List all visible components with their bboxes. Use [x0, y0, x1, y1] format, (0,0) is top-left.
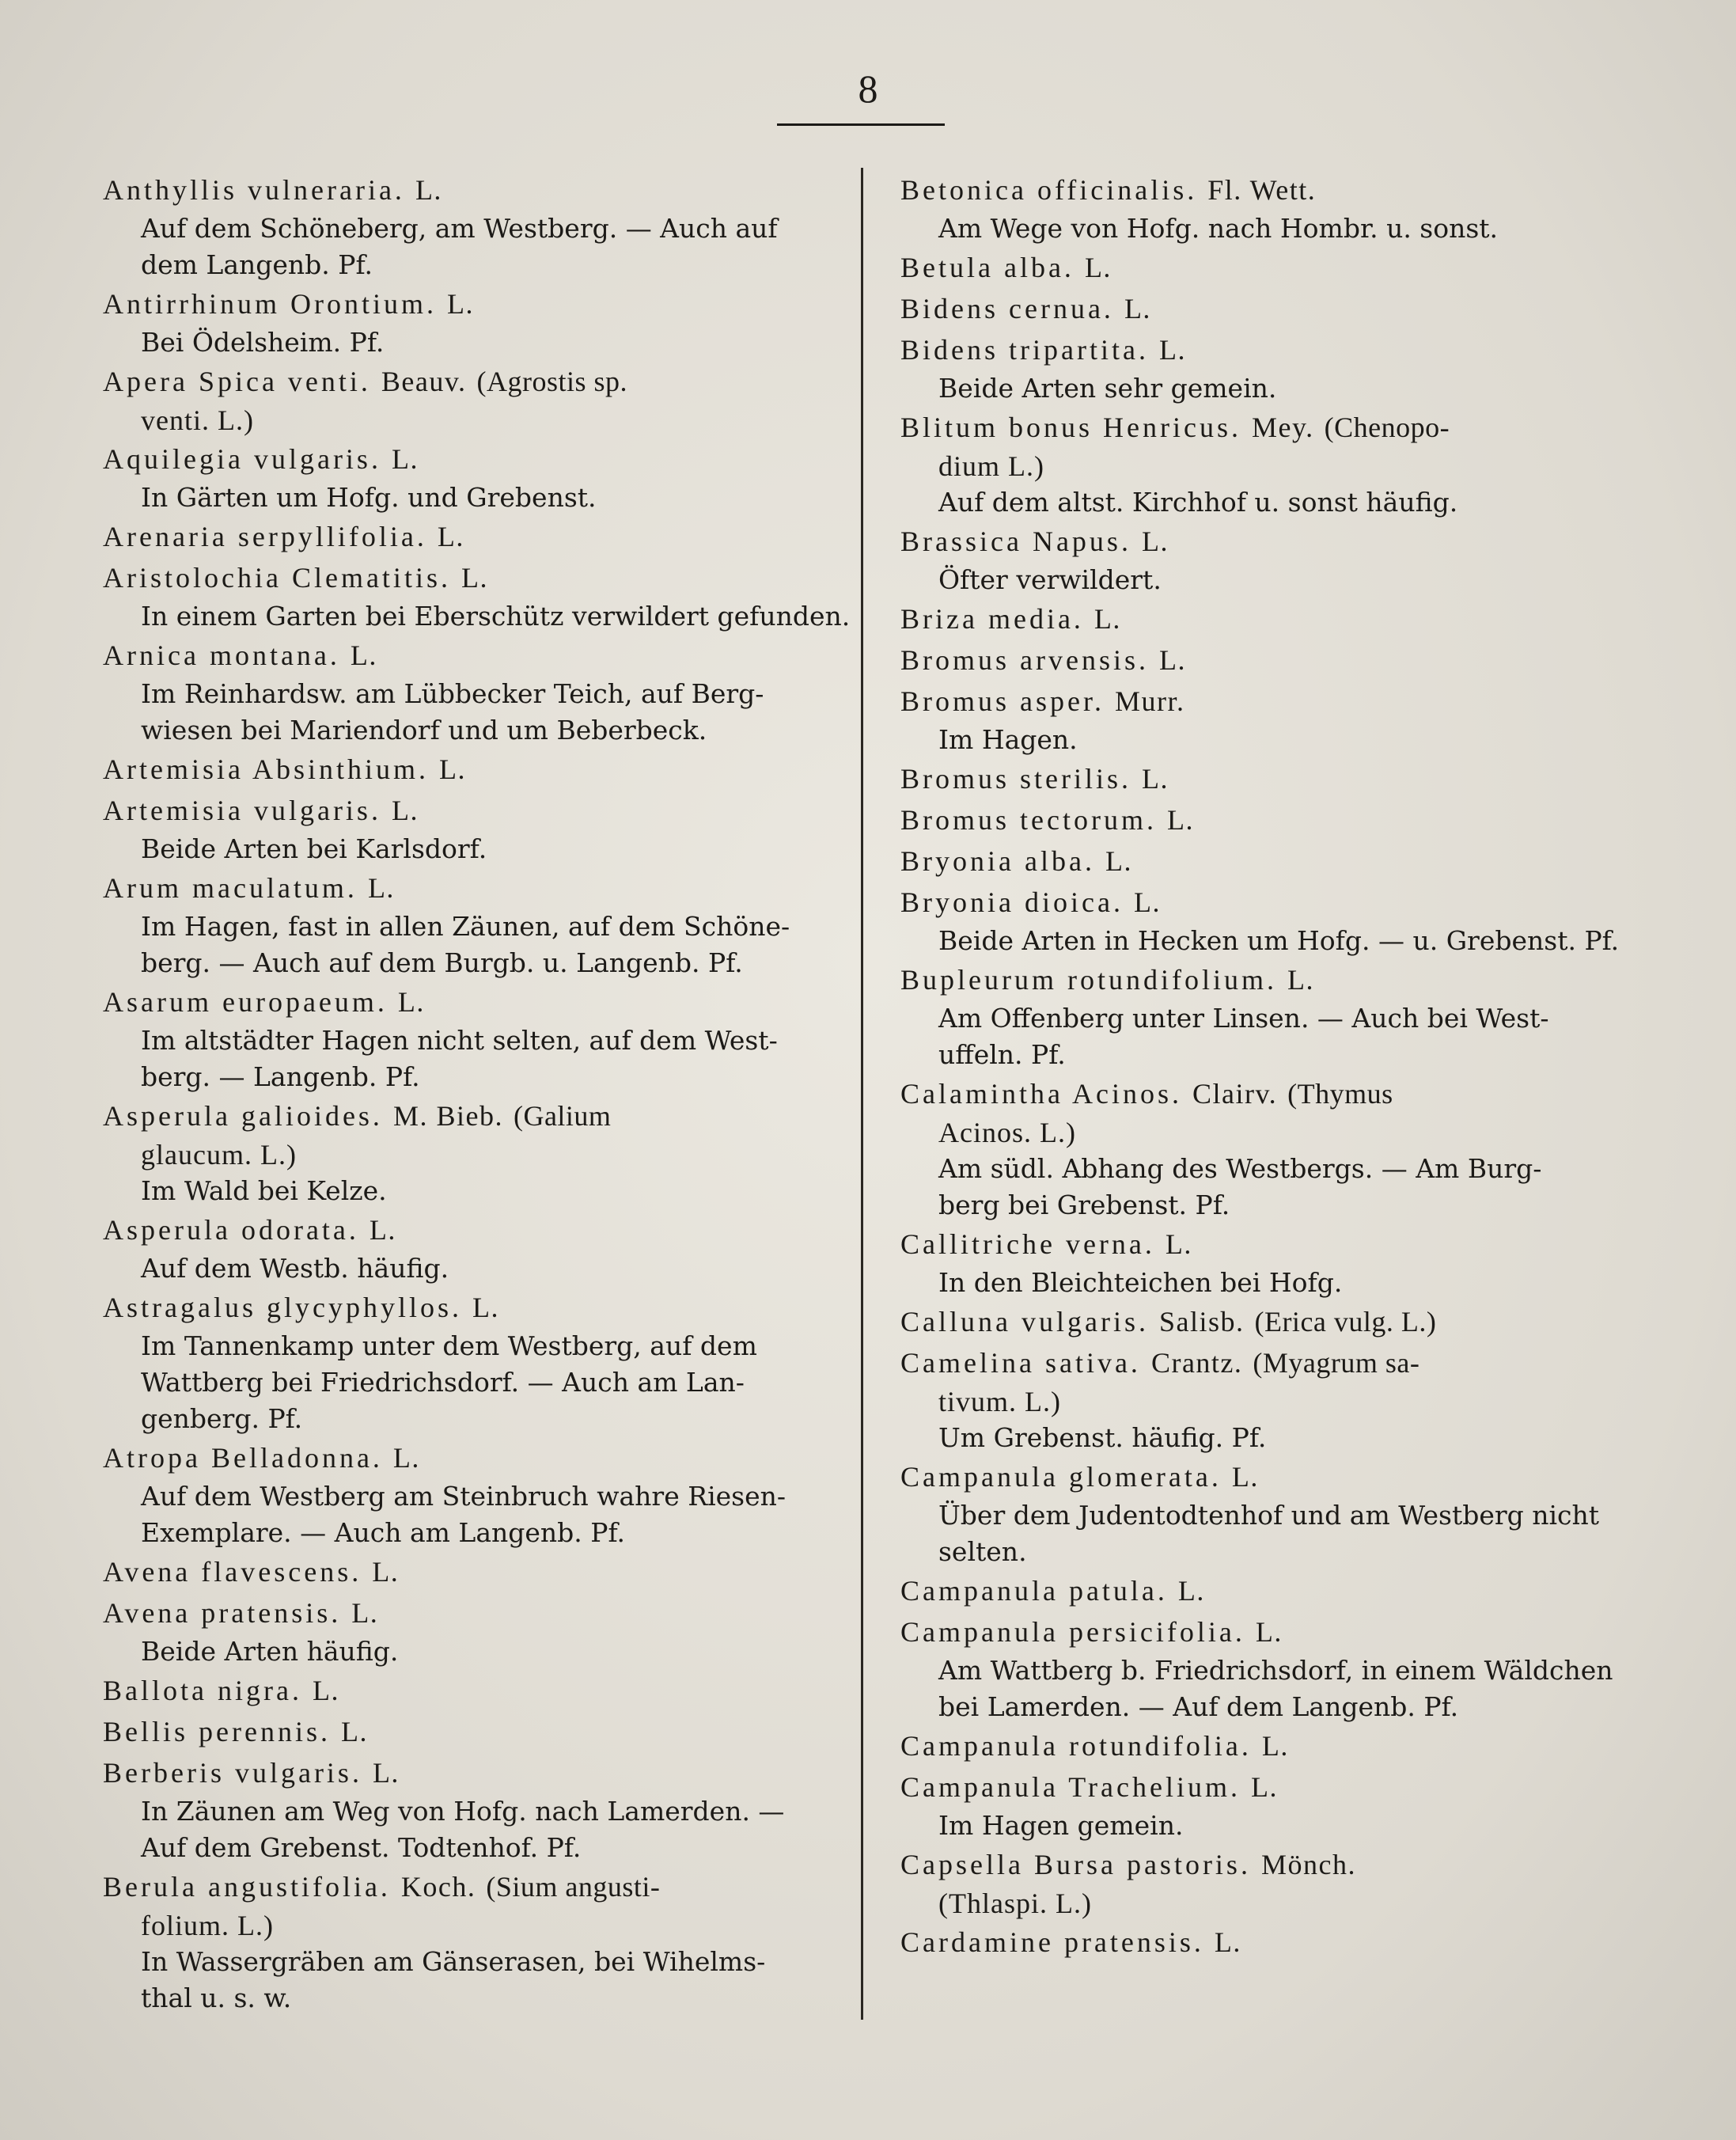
species-name: Bromus asper. — [900, 685, 1105, 717]
species-synonym-continued: (Thlaspi. L.) — [938, 1888, 1092, 1919]
species-entry — [900, 1224, 1636, 1301]
species-name: Avena pratensis. — [103, 1597, 342, 1629]
species-entry — [103, 867, 839, 981]
species-heading — [900, 1766, 1636, 1808]
species-heading — [900, 1301, 1636, 1342]
species-entry — [103, 790, 839, 867]
species-heading — [900, 247, 1636, 288]
locality-note: Auf dem Westberg am Steinbruch wahre Riesen- — [141, 1481, 787, 1512]
species-authority: L. — [1231, 1461, 1259, 1493]
species-entry — [103, 361, 839, 438]
species-authority: L. — [340, 1716, 368, 1747]
species-authority: Mönch. — [1260, 1849, 1356, 1880]
species-entry — [900, 169, 1636, 247]
locality-note: Im Hagen, fast in allen Zäunen, auf dem Schöne- — [141, 911, 790, 942]
species-authority: L. — [1166, 804, 1194, 836]
species-name: Blitum bonus Henricus. — [900, 412, 1241, 443]
species-authority: Mey. — [1251, 412, 1314, 443]
species-authority: L. — [1141, 526, 1169, 557]
locality-note: Im Hagen gemein. — [938, 1810, 1184, 1841]
species-authority: L. — [439, 753, 466, 785]
species-name: Bromus arvensis. — [900, 644, 1149, 676]
species-name: Campanula Trachelium. — [900, 1771, 1241, 1803]
species-heading — [103, 867, 839, 909]
species-heading — [103, 749, 839, 790]
species-name: Brassica Napus. — [900, 526, 1131, 557]
species-name: Asarum europaeum. — [103, 986, 388, 1018]
locality-note: bei Lamerden. — Auf dem Langenb. Pf. — [938, 1691, 1459, 1722]
locality-note: Beide Arten bei Karlsdorf. — [141, 833, 487, 864]
locality-note: Über dem Judentodtenhof und am Westberg nicht — [938, 1500, 1600, 1531]
locality-note: Im Hagen. — [938, 724, 1078, 755]
species-heading — [900, 598, 1636, 639]
locality-note: Wattberg bei Friedrichsdorf. — Auch am Lan- — [141, 1367, 745, 1398]
locality-note: Auf dem Grebenst. Todtenhof. Pf. — [141, 1832, 582, 1863]
species-authority: Murr. — [1114, 685, 1185, 717]
species-authority: L. — [391, 795, 419, 826]
locality-note: thal u. s. w. — [141, 1983, 292, 2013]
species-entry — [900, 598, 1636, 639]
locality-note: selten. — [938, 1536, 1027, 1567]
locality-note: Am Wattberg b. Friedrichsdorf, in einem Wäldchen — [938, 1655, 1613, 1686]
locality-note: Beide Arten in Hecken um Hofg. — u. Grebenst. Pf. — [938, 925, 1620, 956]
locality-note: wiesen bei Mariendorf und um Beberbeck. — [141, 715, 707, 746]
locality-note: genberg. Pf. — [141, 1403, 303, 1434]
locality-note: In den Bleichteichen bei Hofg. — [938, 1267, 1343, 1298]
species-entry — [900, 521, 1636, 598]
species-entry — [900, 1611, 1636, 1725]
species-name: Asperula galioides. — [103, 1100, 383, 1132]
species-name: Betula alba. — [900, 252, 1075, 283]
species-entry — [900, 288, 1636, 329]
species-entry — [900, 882, 1636, 959]
species-name: Bidens cernua. — [900, 293, 1114, 324]
species-authority: L. — [461, 562, 488, 594]
species-heading — [103, 1711, 839, 1752]
species-heading — [103, 361, 839, 402]
locality-note: Auf dem Westb. häufig. — [141, 1253, 449, 1284]
locality-note: Im altstädter Hagen nicht selten, auf dem West- — [141, 1025, 778, 1056]
species-heading — [103, 516, 839, 557]
species-name: Capsella Bursa pastoris. — [900, 1849, 1251, 1880]
species-authority: L. — [472, 1292, 499, 1323]
species-authority: Clairv. — [1192, 1078, 1278, 1110]
species-heading — [900, 758, 1636, 799]
species-heading — [900, 521, 1636, 562]
species-entry — [103, 1209, 839, 1287]
locality-note: Am südl. Abhang des Westbergs. — Am Burg- — [938, 1153, 1542, 1184]
species-authority: L. — [1084, 252, 1112, 283]
species-synonym-continued: tivum. L.) — [938, 1386, 1061, 1417]
species-entry — [900, 1570, 1636, 1611]
species-heading — [900, 1456, 1636, 1497]
species-entry — [103, 1551, 839, 1592]
species-entry — [900, 840, 1636, 882]
species-name: Avena flavescens. — [103, 1556, 362, 1588]
locality-note: berg bei Grebenst. Pf. — [938, 1190, 1230, 1220]
species-authority: L. — [1105, 845, 1132, 877]
species-heading — [900, 681, 1636, 722]
species-entry — [103, 557, 851, 635]
species-name: Camelina sativa. — [900, 1347, 1141, 1379]
species-synonym: (Sium angusti- — [486, 1871, 661, 1903]
species-name: Campanula persicifolia. — [900, 1616, 1245, 1648]
species-name: Berula angustifolia. — [103, 1871, 391, 1903]
species-name: Betonica officinalis. — [900, 174, 1198, 206]
locality-note: In Zäunen am Weg von Hofg. nach Lamerden. — — [141, 1796, 785, 1827]
species-entry — [103, 635, 839, 749]
species-heading — [103, 981, 839, 1023]
species-heading — [900, 882, 1636, 923]
species-name: Aristolochia Clematitis. — [103, 562, 451, 594]
species-heading — [103, 283, 839, 324]
species-heading — [900, 1073, 1636, 1114]
species-entry — [103, 749, 839, 790]
species-authority: Fl. Wett. — [1207, 174, 1317, 206]
species-heading — [900, 1342, 1636, 1383]
species-name: Bromus sterilis. — [900, 763, 1132, 795]
species-heading — [900, 1844, 1636, 1885]
species-authority: Salisb. — [1158, 1306, 1245, 1338]
species-heading — [900, 1224, 1636, 1265]
species-entry — [900, 799, 1636, 840]
locality-note: Am Offenberg unter Linsen. — Auch bei West- — [938, 1003, 1549, 1034]
species-heading — [900, 959, 1636, 1000]
species-entry — [900, 1073, 1636, 1224]
species-authority: L. — [1094, 603, 1121, 635]
species-entry — [103, 1437, 839, 1551]
species-synonym: (Myagrum sa- — [1253, 1347, 1420, 1379]
species-authority: L. — [312, 1675, 339, 1706]
species-authority: L. — [1142, 763, 1169, 795]
species-entry — [900, 247, 1636, 288]
species-entry — [103, 169, 839, 283]
locality-note: berg. — Auch auf dem Burgb. u. Langenb. Pf. — [141, 947, 743, 978]
species-name: Campanula glomerata. — [900, 1461, 1222, 1493]
species-entry — [900, 1922, 1636, 1963]
species-heading — [900, 329, 1636, 370]
locality-note: Bei Ödelsheim. Pf. — [141, 327, 385, 358]
species-authority: L. — [351, 1597, 379, 1629]
species-authority: L. — [1214, 1926, 1241, 1958]
locality-note: In einem Garten bei Eberschütz verwildert gefunden. — [141, 601, 851, 632]
species-authority: L. — [437, 521, 464, 552]
species-heading — [103, 557, 839, 598]
species-heading — [900, 169, 1636, 211]
species-entry — [900, 1766, 1636, 1844]
locality-note: Im Reinhardsw. am Lübbecker Teich, auf Berg- — [141, 678, 764, 709]
species-heading — [900, 840, 1636, 882]
species-name: Calamintha Acinos. — [900, 1078, 1182, 1110]
species-heading — [900, 1725, 1636, 1766]
locality-note: Um Grebenst. häufig. Pf. — [938, 1422, 1267, 1453]
species-name: Bidens tripartita. — [900, 334, 1149, 366]
locality-note: berg. — Langenb. Pf. — [141, 1061, 420, 1092]
species-name: Arnica montana. — [103, 639, 340, 671]
locality-note: In Wassergräben am Gänserasen, bei Wihelms- — [141, 1946, 766, 1977]
species-name: Bellis perennis. — [103, 1716, 331, 1747]
species-heading — [900, 407, 1636, 448]
species-authority: L. — [415, 174, 442, 206]
page-number: 8 — [858, 66, 878, 111]
species-name: Asperula odorata. — [103, 1214, 359, 1246]
column-divider — [861, 168, 863, 2020]
species-authority: L. — [1158, 644, 1186, 676]
species-authority: Beauv. — [381, 366, 467, 397]
species-authority: M. Bieb. — [392, 1100, 503, 1132]
species-name: Antirrhinum Orontium. — [103, 288, 437, 320]
species-synonym-continued: Acinos. L.) — [938, 1117, 1076, 1148]
species-name: Campanula rotundifolia. — [900, 1730, 1252, 1762]
species-entry — [103, 283, 839, 361]
species-heading — [900, 1570, 1636, 1611]
species-heading — [103, 1437, 839, 1478]
species-name: Calluna vulgaris. — [900, 1306, 1149, 1338]
locality-note: Beide Arten häufig. — [141, 1636, 399, 1667]
species-synonym-continued: dium L.) — [938, 450, 1044, 482]
page-number-rule — [777, 123, 945, 126]
species-entry — [103, 1711, 839, 1752]
species-authority: L. — [1124, 293, 1151, 324]
locality-note: Beide Arten sehr gemein. — [938, 373, 1277, 404]
species-entry — [900, 758, 1636, 799]
species-name: Apera Spica venti. — [103, 366, 371, 397]
species-name: Bupleurum rotundifolium. — [900, 964, 1277, 996]
locality-note: Auf dem altst. Kirchhof u. sonst häufig. — [938, 487, 1458, 518]
species-synonym: (Thymus — [1287, 1078, 1393, 1110]
species-authority: Koch. — [400, 1871, 476, 1903]
species-synonym: (Erica vulg. L.) — [1254, 1306, 1437, 1338]
left-column — [103, 169, 851, 2017]
species-entry — [103, 1095, 839, 1209]
species-heading — [103, 1866, 839, 1907]
species-authority: L. — [367, 872, 395, 904]
species-entry — [900, 681, 1636, 758]
species-name: Bromus tectorum. — [900, 804, 1157, 836]
species-authority: L. — [372, 1556, 400, 1588]
species-name: Briza media. — [900, 603, 1084, 635]
species-synonym-continued: venti. L.) — [141, 404, 254, 436]
species-name: Bryonia alba. — [900, 845, 1095, 877]
species-authority: L. — [369, 1214, 396, 1246]
species-name: Anthyllis vulneraria. — [103, 174, 405, 206]
species-authority: L. — [1133, 886, 1161, 918]
species-entry — [103, 1866, 839, 2017]
species-synonym: (Galium — [513, 1100, 612, 1132]
species-synonym: (Chenopo- — [1324, 412, 1450, 443]
locality-note: In Gärten um Hofg. und Grebenst. — [141, 482, 597, 513]
species-heading — [103, 790, 839, 831]
species-entry — [900, 329, 1636, 407]
species-heading — [103, 1095, 839, 1136]
species-entry — [900, 1342, 1636, 1456]
species-heading — [103, 1670, 839, 1711]
species-entry — [900, 639, 1636, 681]
locality-note: dem Langenb. Pf. — [141, 249, 373, 280]
species-heading — [103, 1752, 839, 1793]
species-heading — [103, 169, 839, 211]
species-authority: L. — [1287, 964, 1314, 996]
locality-note: Exemplare. — Auch am Langenb. Pf. — [141, 1517, 625, 1548]
species-entry — [103, 1592, 839, 1670]
species-entry — [900, 959, 1636, 1073]
species-heading — [900, 288, 1636, 329]
locality-note: uffeln. Pf. — [938, 1039, 1066, 1070]
species-entry — [900, 1301, 1636, 1342]
species-authority: L. — [397, 986, 425, 1018]
species-name: Campanula patula. — [900, 1575, 1168, 1607]
species-name: Arenaria serpyllifolia. — [103, 521, 427, 552]
species-name: Cardamine pratensis. — [900, 1926, 1204, 1958]
species-authority: L. — [1250, 1771, 1278, 1803]
species-name: Callitriche verna. — [900, 1228, 1155, 1260]
species-name: Ballota nigra. — [103, 1675, 302, 1706]
species-heading — [103, 1592, 839, 1633]
species-heading — [900, 1611, 1636, 1652]
species-authority: L. — [392, 1442, 420, 1474]
species-entry — [900, 407, 1636, 521]
species-authority: Crantz. — [1150, 1347, 1243, 1379]
species-entry — [103, 1670, 839, 1711]
locality-note: Am Wege von Hofg. nach Hombr. u. sonst. — [938, 213, 1499, 244]
species-entry — [900, 1725, 1636, 1766]
species-heading — [900, 799, 1636, 840]
species-name: Arum maculatum. — [103, 872, 358, 904]
species-entry — [900, 1844, 1636, 1922]
species-entry — [900, 1456, 1636, 1570]
species-heading — [900, 639, 1636, 681]
species-synonym-continued: folium. L.) — [141, 1910, 274, 1941]
species-entry — [103, 1287, 839, 1437]
species-heading — [103, 1287, 839, 1328]
species-heading — [103, 1209, 839, 1250]
species-heading — [103, 1551, 839, 1592]
species-entry — [103, 1752, 839, 1866]
species-authority: L. — [1255, 1616, 1283, 1648]
species-entry — [103, 438, 839, 516]
right-column — [900, 169, 1636, 1963]
species-heading — [103, 438, 839, 480]
species-authority: L. — [350, 639, 377, 671]
species-name: Atropa Belladonna. — [103, 1442, 383, 1474]
species-authority: L. — [372, 1757, 400, 1789]
species-authority: L. — [1165, 1228, 1192, 1260]
locality-note: Im Tannenkamp unter dem Westberg, auf dem — [141, 1330, 757, 1361]
species-authority: L. — [1261, 1730, 1289, 1762]
species-name: Aquilegia vulgaris. — [103, 443, 381, 475]
species-name: Artemisia Absinthium. — [103, 753, 429, 785]
species-authority: L. — [446, 288, 474, 320]
species-name: Berberis vulgaris. — [103, 1757, 362, 1789]
species-name: Astragalus glycyphyllos. — [103, 1292, 462, 1323]
species-heading — [900, 1922, 1636, 1963]
species-name: Bryonia dioica. — [900, 886, 1124, 918]
species-entry — [103, 981, 839, 1095]
locality-note: Öfter verwildert. — [938, 564, 1162, 595]
species-name: Artemisia vulgaris. — [103, 795, 381, 826]
species-entry — [103, 516, 839, 557]
locality-note: Im Wald bei Kelze. — [141, 1175, 387, 1206]
species-authority: L. — [1177, 1575, 1205, 1607]
species-heading — [103, 635, 839, 676]
species-authority: L. — [391, 443, 419, 475]
species-synonym-continued: glaucum. L.) — [141, 1139, 297, 1171]
species-synonym: (Agrostis sp. — [476, 366, 628, 397]
locality-note: Auf dem Schöneberg, am Westberg. — Auch auf — [141, 213, 778, 244]
species-authority: L. — [1158, 334, 1186, 366]
